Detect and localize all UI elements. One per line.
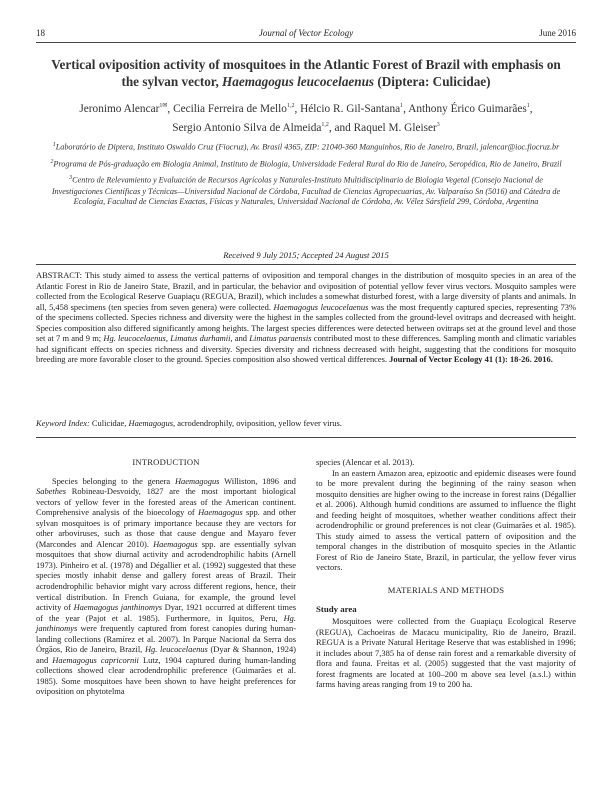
keyword-index [36, 418, 576, 428]
author-name: and Raquel M. Gleiser [334, 121, 437, 134]
affiliation-mark: 3 [69, 175, 73, 182]
abstract-text: was the most frequently captured species, representing 73% of the specimens collected. Species richness and diversity were the highest in the samples collected from the ground-level ovitraps and decreased with height. Species composition also differed significantly among heights. The largest species differences were detected between ovitraps set at the ground level and those set at 7 m and 9 m; [36, 301, 576, 344]
abstract [36, 270, 576, 365]
author-affiliation-mark: 1 [400, 103, 404, 109]
abstract-text: , [165, 333, 171, 344]
affiliation-text: Centro de Relevamiento y Evaluación de Recursos Agrícolas y Naturales-Instituto Multidisciplinario de Biologia Vegetal (Consejo Nacional de Investigaciones Científicas y Técnicas—Universidad Nacional de Córdoba, Facultad de Ciencias Agropecuarias, Av. Valparaíso Sn (5016) and Cátedra de Ecología, Facultad de Ciencias Exactas, Físicas y Naturales, Universidad Nacional de Córdoba, Av. Vélez Sársfield 299, Córdoba, Argentina [51, 175, 561, 207]
abstract-text: , and [230, 333, 250, 344]
methods-heading: MATERIALS AND METHODS [387, 585, 505, 596]
page-number: 18 [36, 28, 45, 38]
affiliation [48, 157, 564, 171]
author-affiliation-mark: 1 [526, 103, 530, 109]
keyword-text: Culicidae, [89, 418, 129, 428]
introduction-paragraph: Species belonging to the genera Haemagogus Williston, 1896 and Sabethes Robineau-Desvoidy, 1827 are the most important biological vectors of yellow fever in the forested areas of the American continent. Comprehensive analysis of the bioecology of Haemagogus spp. and other sylvan mosquitoes is of primary importance because they are vectors for other arboviruses, such as those that cause dengue and Mayaro fever (Marcondes and Alencar 2010). Haemagogus spp. are essentially sylvan mosquitoes that show diurnal activity and acrodendrophilic habits (Arnell 1973). Pinheiro et al. (1978) and Dégallier et al. (1992) suggested that these species mostly inhabit dense and gallery forest areas of Brazil. Their acrodendrophilic behavior might vary across different regions, hence, their vertical distribution. In French Guiana, for example, the ground level activity of Haemagogus janthinomys Dyar, 1921 occurred at different times of the year (Pajot et al. 1985). Furthermore, in Iquitos, Peru, Hg. janthinomys were frequently captured from forest canopies during human-landing collections (Ramírez et al. 2007). In Parque Nacional da Serra dos Órgãos, Rio de Janeiro, Brazil, Hg. leucocelaenus (Dyar & Shannon, 1924) and Haemagogus capricornii Lutz, 1904 captured during human-landing collections showed clear acrodendrophilic preference (Guimarães et al. 1985). Some mosquitoes have been shown to have height preferences for oviposition on phytotelma [36, 475, 296, 697]
affiliation-mark: 2 [50, 158, 54, 165]
right-column [316, 457, 576, 690]
author-name: Anthony Érico Guimarães [408, 102, 527, 115]
title-line-2 [40, 73, 572, 90]
body-paragraph: Mosquitoes were collected from the Guapiaçu Ecological Reserve (REGUA), Cachoeiras de Macacu municipality, Rio de Janeiro, Brazil. REGUA is a Private Natural Heritage Reserve that was established in 1996; it includes about 7,385 ha of dense rain forest and a remarkable diversity of flora and fauna. Freitas et al. (2005) suggested that the vast majority of forest fragments are located at 100–200 m above sea level (a.s.l.) within farms having areas ranging from 19 to 200 ha. [316, 616, 576, 690]
affiliation-mark: 1 [52, 142, 56, 148]
journal-citation: Journal of Vector Ecology 41 (1): 18-26. 2016. [389, 354, 553, 365]
journal-name: Journal of Vector Ecology [258, 28, 354, 38]
study-area-heading: Study area [316, 603, 357, 614]
affiliation-text: Laboratório de Diptera, Instituto Oswaldo Cruz (Fiocruz), Av. Brasil 4365, ZIP: 21040-360 Manguinhos, Rio de Janeiro, Brazil, jalencar@ioc.fiocruz.br [55, 142, 560, 152]
author-affiliation-mark: 1,2 [321, 121, 329, 128]
abstract-label: ABSTRACT: [36, 270, 82, 280]
title-species: Haemagogus leucocelaenus [222, 74, 375, 89]
author-affiliation-mark: 1✉ [159, 103, 168, 109]
keywords-bottom-rule [36, 437, 576, 438]
abstract-top-rule [36, 264, 576, 265]
abstract-species: Limatus paraensis [249, 333, 312, 344]
affiliations [48, 140, 564, 211]
issue-date: June 2016 [539, 28, 576, 38]
abstract-species: Limatus durhamii [170, 333, 231, 344]
title-line-1: Vertical oviposition activity of mosquitoes in the Atlantic Forest of Brazil with emphasis on [51, 57, 561, 72]
author-affiliation-mark: 1,2 [286, 103, 295, 109]
keyword-label: Keyword Index: [36, 418, 90, 428]
running-header [36, 28, 576, 43]
article-title [40, 56, 572, 90]
abstract-species: Haemagogus leucocelaenus [273, 301, 369, 312]
author-name: Cecilia Ferreira de Mello [173, 102, 287, 115]
keyword-text: , acrodendrophily, oviposition, yellow fever virus. [173, 418, 342, 428]
left-column [36, 457, 296, 697]
continued-paragraph: species (Alencar et al. 2013). [316, 457, 415, 467]
author-name: Sergio Antonio Silva de Almeida [172, 121, 322, 134]
author-name: Jeronimo Alencar [79, 102, 160, 115]
affiliation [48, 140, 564, 154]
abstract-text: contributed most to these differences. Sampling month and climatic variables had significant effects on species richness and diversity. Species diversity and richness decreased with height, suggesting that the conditions for mosquito breeding are more favorable closer to the ground. Species composition also showed vertical differences. [36, 333, 577, 365]
title-text: (Diptera: Culicidae) [374, 74, 491, 89]
title-text: the sylvan vector, [121, 74, 223, 89]
author-affiliation-mark: 3 [436, 121, 440, 128]
abstract-text: This study aimed to assess the vertical patterns of oviposition and temporal changes in the distribution of mosquito species in an area of the Atlantic Forest in Rio de Janeiro State, Brazil, and in particular, the behavior and oviposition of potential yellow fever virus vectors. Mosquito samples were collected from the Ecological Reserve Guapiaçu (REGUA, Brazil), which includes a somewhat disturbed forest, with a large diversity of plants and animals. In all, 5,458 specimens (ten species from seven genera) were collected. [36, 270, 576, 312]
received-accepted-dates: Received 9 July 2015; Accepted 24 August 2015 [223, 250, 389, 260]
author-name: Hélcio R. Gil-Santana [300, 102, 401, 115]
keyword-genus: Haemagogus [128, 418, 174, 428]
affiliation [48, 173, 564, 208]
body-paragraph: In an eastern Amazon area, epizootic and epidemic diseases were found to be more prevalent during the beginning of the rainy season when mosquito densities are higher owing to the increase in forest rains (Dégallier et al. 2006). Although humid conditions are assumed to influence the flight and feeding height of mosquitoes, whether weather conditions affect their acrodendrophilic or ground preferences is not clear (Guimarães et al. 1985). This study aimed to assess the vertical pattern of oviposition and the temporal changes in the distribution of mosquito species in the Atlantic Forest of Rio de Janeiro State, Brazil, in particular, the yellow fever virus vectors. [316, 467, 576, 573]
affiliation-text: Programa de Pós-graduação em Biologia Animal, Instituto de Biologia, Universidade Federal Rural do Rio de Janeiro, Seropédica, Rio de Janeiro, Brazil [53, 159, 562, 169]
author-list: Jeronimo Alencar$^{1✉}$, Cecilia Ferreira de Mello$^{1,2}$, Hélcio R. Gil-Santana$^1$, Anthony Érico Guimarães$^1$, Sergio Antonio Silva de Almeida$^{1,2}$, and Raquel M. Gleiser$^3$ [79, 102, 533, 134]
introduction-heading: INTRODUCTION [132, 457, 200, 467]
abstract-species: Hg. leucocelaenus [103, 333, 166, 344]
